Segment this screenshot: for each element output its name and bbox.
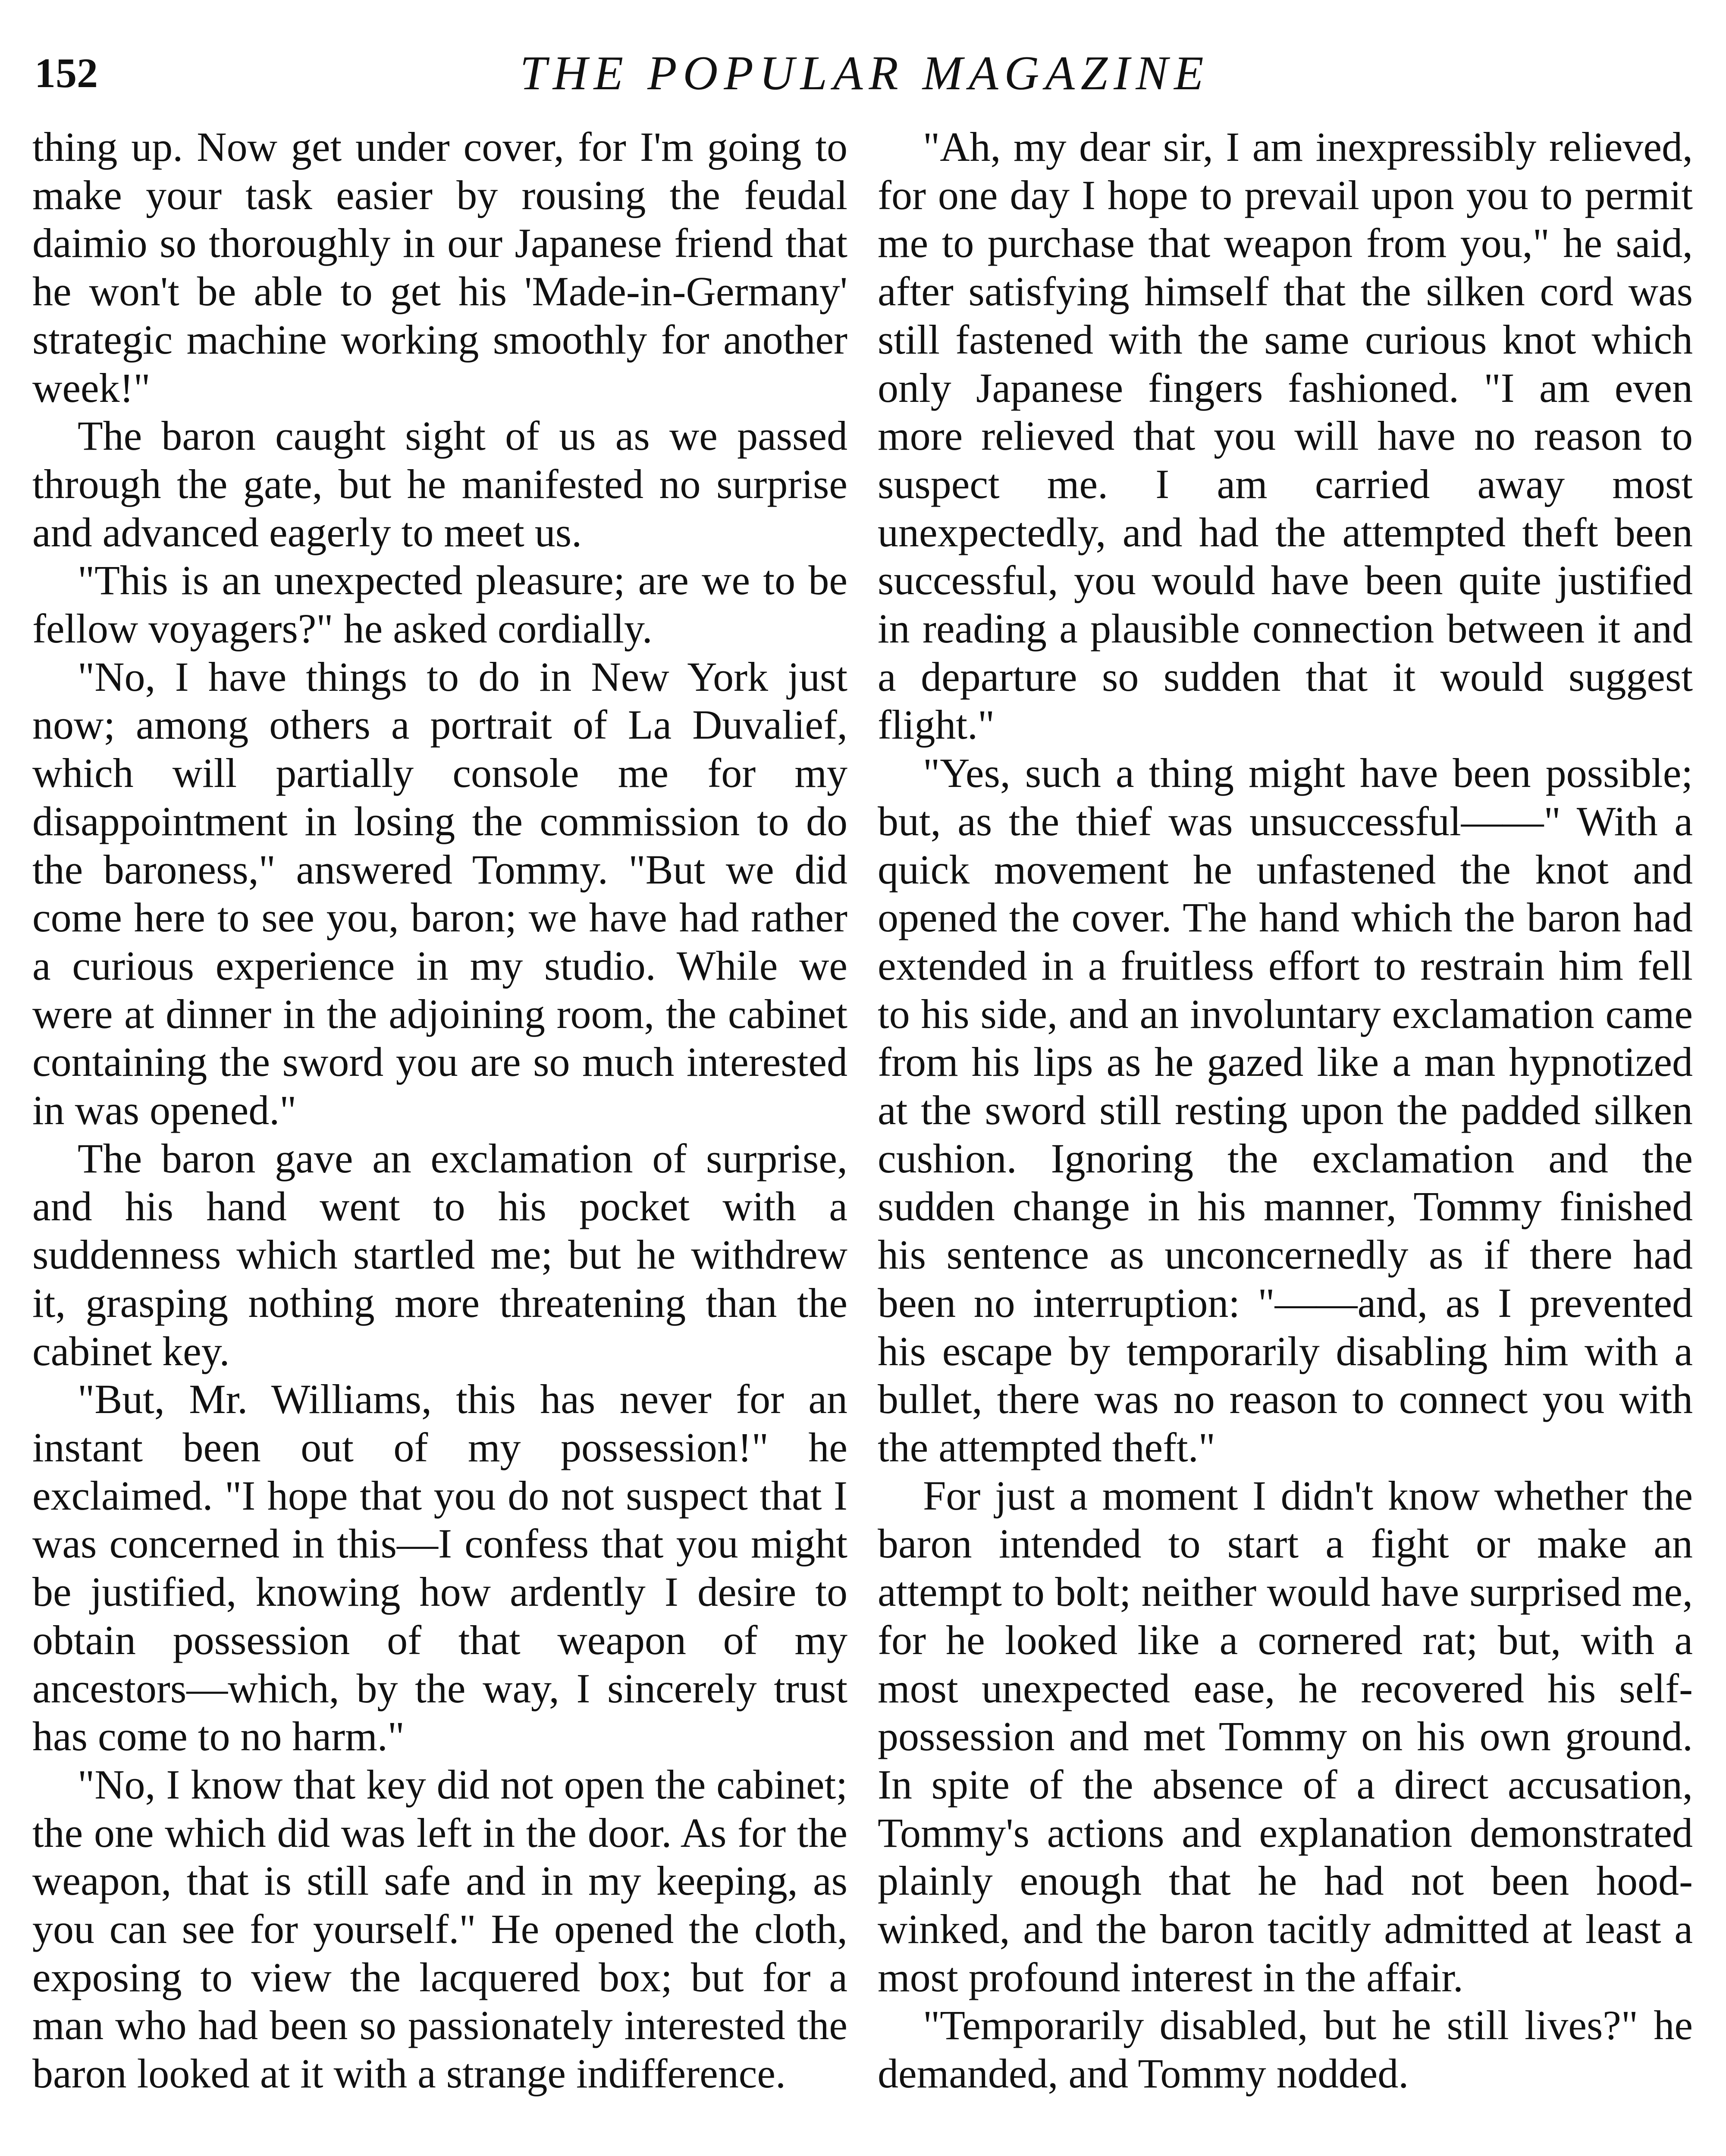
paragraph: "This is an unexpected pleasure; are we to be fellow voyagers?" he asked cordially. — [32, 557, 847, 652]
running-head: THE POPULAR MAGAZINE — [520, 47, 1210, 100]
left-column — [32, 123, 847, 2098]
page-header — [35, 37, 1695, 110]
page-number: 152 — [35, 50, 98, 97]
paragraph: "No, I have things to do in New York just now; among others a portrait of La Duvalief, which will partially console me for my disappointment in losing the commission to do the baroness," answered Tommy. "But we did come here to see you, baron; we have had rather a curious experience in my studio. While we were at dinner in the adjoining room, the cabinet containing the sword you are so much interested in was opened." — [32, 653, 847, 1134]
paragraph: The baron caught sight of us as we passed through the gate, but he manifested no surprise and advanced eagerly to meet us. — [32, 413, 847, 555]
paragraph: "Yes, such a thing might have been possible; but, as the thief was unsuccessful——" With a quick movement he unfastened the knot and opened the cover. The hand which the baron had extended in a fruitless effort to restrain him fell to his side, and an involuntary exclamation came from his lips as he gazed like a man hypnotized at the sword still resting upon the padded silken cushion. Ignoring the exclamation and the sudden change in his manner, Tommy finished his sentence as unconcernedly as if there had been no interruption: "——and, as I prevented his escape by temporarily disabling him with a bullet, there was no reason to connect you with the attempted theft." — [878, 750, 1693, 1470]
paragraph: "No, I know that key did not open the cabinet; the one which did was left in the door. As for the weapon, that is still safe and in my keeping, as you can see for yourself." He opened the cloth, exposing to view the lacquered box; but for a man who had been so passionately interested the baron looked at it with a strange indifference. — [32, 1761, 847, 2097]
paragraph: The baron gave an exclamation of surprise, and his hand went to his pocket with a suddenness which startled me; but he withdrew it, grasping nothing more threatening than the cabinet key. — [32, 1135, 847, 1374]
paragraph: "Temporarily disabled, but he still lives?" he demanded, and Tommy nodded. — [878, 2002, 1693, 2097]
paragraph: For just a moment I didn't know whether the baron intended to start a fight or make an attempt to bolt; neither would have surprised me, for he looked like a cornered rat; but, with a most unexpected ease, he recovered his self-possession and met Tommy on his own ground. In spite of the absence of a direct accusation, Tommy's actions and explanation demonstrated plainly enough that he had not been hoodwinked, and the baron tacitly admitted at least a most profound interest in the affair. — [878, 1472, 1693, 2000]
paragraph: thing up. Now get under cover, for I'm going to make your task easier by rousing the feudal daimio so thoroughly in our Japanese friend that he won't be able to get his 'Made-in-Germany' strategic machine working smoothly for another week!" — [32, 124, 847, 411]
right-column — [878, 123, 1693, 2098]
paragraph: "But, Mr. Williams, this has never for an instant been out of my possession!" he exclaimed. "I hope that you do not suspect that I was concerned in this—I confess that you might be justified, knowing how ardently I desire to obtain possession of that weapon of my ancestors—which, by the way, I sincerely trust has come to no harm." — [32, 1376, 847, 1760]
paragraph: "Ah, my dear sir, I am inexpressibly relieved, for one day I hope to prevail upon you to permit me to purchase that weapon from you," he said, after satisfying himself that the silken cord was still fastened with the same curious knot which only Japanese fingers fashioned. "I am even more relieved that you will have no reason to suspect me. I am carried away most unexpectedly, and had the attempted theft been successful, you would have been quite justified in reading a plausible connection between it and a departure so sudden that it would suggest flight." — [878, 124, 1693, 748]
